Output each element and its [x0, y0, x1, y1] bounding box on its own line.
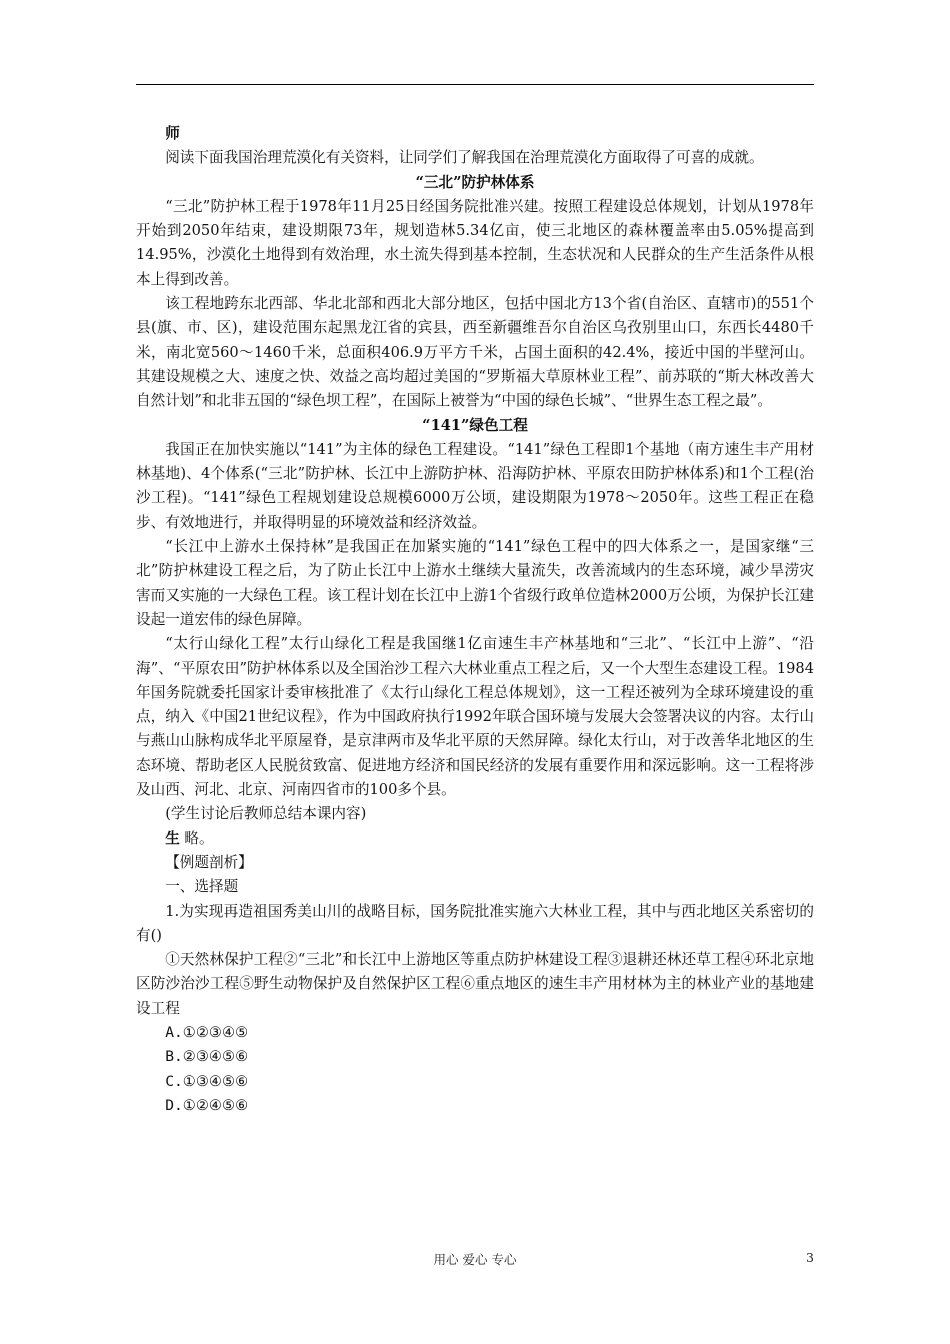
sanbei-paragraph-1: “三北”防护林工程于1978年11月25日经国务院批准兴建。按照工程建设总体规划，计划从1978年开始到2050年结束，建设期限73年，规划造林5.34亿亩，使三北地区的森林覆盖率由5.05%提高到14.95%，沙漠化土地得到有效治理，水土流失得到基本控制，生态状况和人民群众的生产生活条件从根本上得到改善。: [136, 197, 814, 288]
example-heading: 【例题剖析】: [165, 853, 253, 871]
g141-paragraph-1: 我国正在加快实施以“141”为主体的绿色工程建设。“141”绿色工程即1个基地（南方速生丰产用材林基地)、4个体系(“三北”防护林、长江中上游防护林、沿海防护林、平原农田防护林体系)和1个工程(治沙工程)。“141”绿色工程规划建设总规模6000万公顷，建设期限为1978～2050年。这些工程正在稳步、有效地进行，并取得明显的环境效益和经济效益。: [136, 440, 814, 531]
discussion-note: (学生讨论后教师总结本课内容): [165, 805, 367, 823]
heading-sanbei: “三北”防护林体系: [415, 173, 535, 191]
g141-paragraph-2: “长江中上游水土保持林”是我国正在加紧实施的“141”绿色工程中的四大体系之一，是国家继“三北”防护林建设工程之后，为了防止长江中上游水土继续大量流失，改善流域内的生态环境，减少旱涝灾害而又实施的一大绿色工程。该工程计划在长江中上游1个省级行政单位造林2000万公顷，为保护长江建设起一道宏伟的绿色屏障。: [136, 538, 814, 628]
student-line: [136, 827, 814, 851]
header-divider: [136, 84, 814, 85]
option-d: D.①②④⑤⑥: [165, 1096, 249, 1114]
student-text: 略。: [179, 829, 214, 847]
g141-paragraph-3: “太行山绿化工程”太行山绿化工程是我国继1亿亩速生丰产林基地和“三北”、“长江中上游”、“沿海”、“平原农田”防护林体系以及全国治沙工程六大林业重点工程之后，又一个大型生态建设工程。1984年国务院就委托国家计委审核批准了《太行山绿化工程总体规划》，这一工程还被列为全球环境建设的重点，纳入《中国21世纪议程》，作为中国政府执行1992年联合国环境与发展大会签署决议的内容。太行山与燕山山脉构成华北平原屋脊，是京津两市及华北平原的天然屏障。绿化太行山，对于改善华北地区的生态环境、帮助老区人民脱贫致富、促进地方经济和国民经济的发展有重要作用和深远影响。这一工程将涉及山西、河北、北京、河南四省市的100多个县。: [136, 635, 814, 799]
question-1-items: ①天然林保护工程②“三北”和长江中上游地区等重点防护林建设工程③退耕还林还草工程④环北京地区防沙治沙工程⑤野生动物保护及自然保护区工程⑥重点地区的速生丰产用材林为主的林业产业的基地建设工程: [136, 951, 814, 1017]
heading-141: “141”绿色工程: [422, 416, 528, 434]
intro-paragraph: 阅读下面我国治理荒漠化有关资料，让同学们了解我国在治理荒漠化方面取得了可喜的成就。: [165, 149, 764, 167]
page-number: 3: [806, 1250, 814, 1265]
footer-motto: 用心 爱心 专心: [433, 1252, 517, 1267]
section-one-heading: 一、选择题: [165, 878, 239, 896]
option-b: B.②③④⑤⑥: [165, 1048, 249, 1066]
question-1-stem: 1.为实现再造祖国秀美山川的战略目标，国务院批准实施六大林业工程，其中与西北地区关系密切的有(): [136, 902, 814, 944]
option-c: C.①③④⑤⑥: [165, 1072, 249, 1090]
option-a: A.①②③④⑤: [165, 1023, 249, 1041]
document-body: [136, 122, 814, 1118]
sanbei-paragraph-2: 该工程地跨东北西部、华北北部和西北大部分地区，包括中国北方13个省(自治区、直辖市)的551个县(旗、市、区)，建设范围东起黑龙江省的宾县，西至新疆维吾尔自治区乌孜别里山口，东西长4480千米，南北宽560～1460千米，总面积406.9万平方千米，占国土面积的42.4%，接近中国的半壁河山。其建设规模之大、速度之快、效益之高均超过美国的“罗斯福大草原林业工程”、前苏联的“斯大林改善大自然计划”和北非五国的“绿色坝工程”，在国际上被誉为“中国的绿色长城”、“世界生态工程之最”。: [136, 295, 814, 410]
student-label: 生: [165, 829, 180, 847]
teacher-label: 师: [165, 125, 180, 142]
